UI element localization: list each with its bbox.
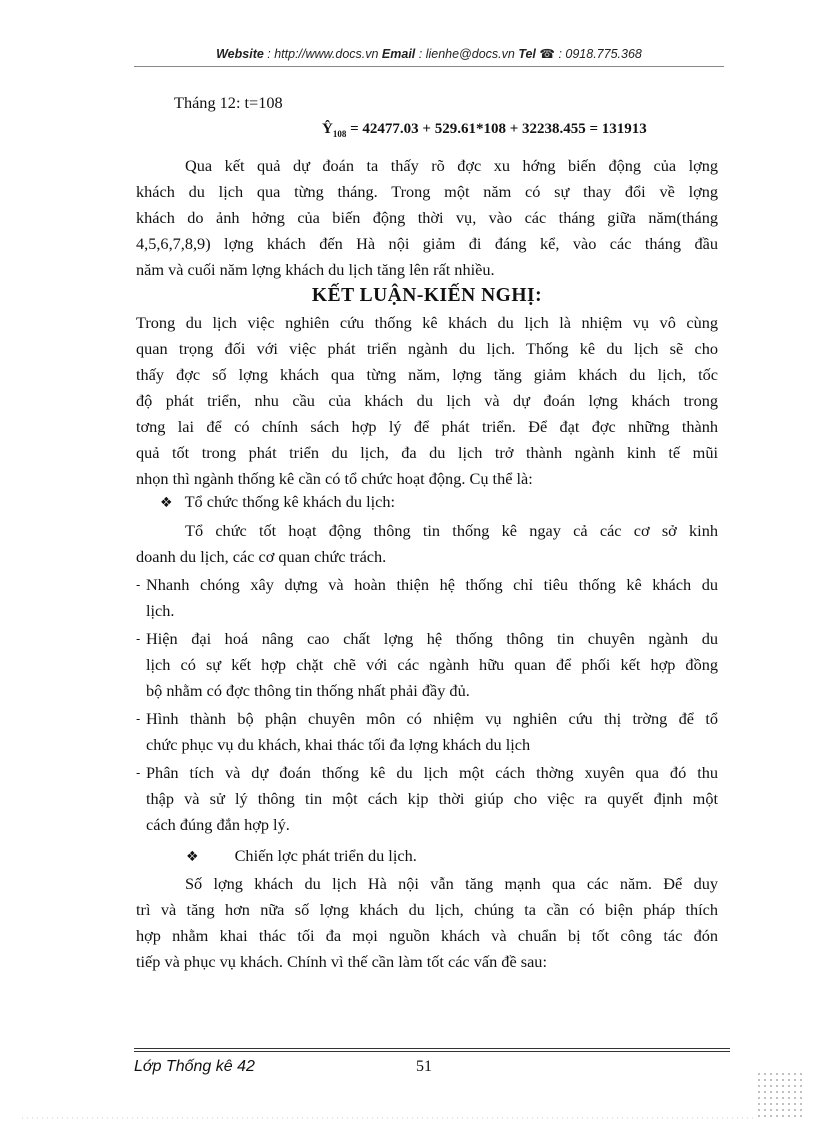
page-header (134, 46, 724, 61)
text-line: lịch. (146, 601, 175, 620)
paragraph-organization (136, 518, 718, 570)
phone-icon: ☎ (539, 47, 555, 61)
tel-value: : 0918.775.368 (554, 47, 642, 61)
text-line: quả tốt trong phát triển du lịch, đa du lịch trở thành ngành kinh tế mũi (136, 443, 718, 462)
formula-subscript: 108 (332, 129, 347, 139)
text-line: Phân tích và dự đoán thống kê du lịch một cách thờng xuyên qua đó thu (146, 763, 718, 782)
text-line: trì và tăng hơn nữa số lợng khách du lịch, chúng ta cần có biện pháp thích (136, 900, 718, 919)
text-line: 4,5,6,7,8,9) lợng khách đến Hà nội giảm đi đáng kể, vào các tháng đầu (136, 234, 718, 253)
list-item (136, 572, 718, 624)
paragraph-strategy (136, 871, 718, 975)
text-line: Số lợng khách du lịch Hà nội vẫn tăng mạnh qua các năm. Để duy (185, 874, 718, 893)
text-line: nhọn thì ngành thống kê cần có tổ chức hoạt động. Cụ thể là: (136, 469, 533, 488)
text-line: độ phát triển, nhu cầu của khách du lịch và dự đoán lợng khách trong (136, 391, 718, 410)
bullet-heading-label: Tổ chức thống kê khách du lịch: (184, 492, 396, 511)
formula-symbol: Ŷ (322, 121, 333, 137)
list-item (136, 626, 718, 704)
formula-rhs: = 42477.03 + 529.61*108 + 32238.455 = 131913 (346, 121, 647, 137)
section-title: KẾT LUẬN-KIẾN NGHỊ: (311, 285, 543, 306)
text-line: quan trọng đối với việc phát triển ngành du lịch. Thống kê du lịch sẽ cho (136, 339, 718, 358)
dash-list (136, 572, 718, 838)
footer-divider (134, 1048, 730, 1049)
dash-bullet-icon: - (136, 578, 141, 592)
footer-class-name: Lớp Thống kê 42 (134, 1058, 255, 1075)
text-line: khách do ảnh hởng của biến động thời vụ, vào các tháng giữa năm(tháng (136, 208, 718, 227)
website-label: Website (216, 47, 264, 61)
dash-bullet-icon: - (136, 712, 141, 726)
page-number: 51 (416, 1058, 432, 1075)
list-item (136, 706, 718, 758)
footer-divider (134, 1051, 730, 1052)
header-divider (134, 66, 724, 67)
text-line: thấy đợc số lợng khách qua từng năm, lợng tăng giảm khách du lịch, tốc (136, 365, 718, 384)
month-line: Tháng 12: t=108 (174, 93, 283, 112)
bullet-heading-1 (160, 492, 395, 512)
text-line: thập và sử lý thông tin một cách kịp thời giúp cho việc ra quyết định một (146, 789, 718, 808)
bullet-heading-label: Chiến lợc phát triển du lịch. (234, 846, 417, 865)
decorative-dot-pattern (756, 1071, 802, 1117)
text-line: chức phục vụ du khách, khai thác tối đa lợng khách du lịch (146, 735, 531, 754)
bullet-heading-2 (186, 846, 417, 866)
text-line: Hiện đại hoá nâng cao chất lợng hệ thống thông tin chuyên ngành du (146, 629, 718, 648)
text-line: cách đúng đắn hợp lý. (146, 815, 290, 834)
text-line: tơng lai để có chính sách hợp lý để phát triển. Để đạt đợc những thành (136, 417, 718, 436)
diamond-bullet-icon: ❖ (186, 849, 199, 865)
forecast-formula (322, 121, 647, 139)
text-line: Qua kết quả dự đoán ta thấy rõ đợc xu hớng biến động của lợng (185, 156, 718, 175)
email-value: : lienhe@docs.vn (415, 47, 519, 61)
text-line: năm và cuối năm lợng khách du lịch tăng lên rất nhiều. (136, 260, 495, 279)
tel-label: Tel (518, 47, 536, 61)
text-line: tiếp và phục vụ khách. Chính vì thế cần làm tốt các vấn đề sau: (136, 952, 547, 971)
dash-bullet-icon: - (136, 766, 141, 780)
paragraph-intro (136, 310, 718, 492)
email-label: Email (381, 47, 416, 61)
text-line: Nhanh chóng xây dựng và hoàn thiện hệ thống chỉ tiêu thống kê khách du (146, 575, 718, 594)
website-value: : http://www.docs.vn (263, 47, 382, 61)
list-item (136, 760, 718, 838)
text-line: lịch có sự kết hợp chặt chẽ với các ngành hữu quan để phối kết hợp đồng (146, 655, 718, 674)
text-line: Trong du lịch việc nghiên cứu thống kê khách du lịch là nhiệm vụ vô cùng (136, 313, 718, 332)
paragraph-forecast-summary (136, 153, 718, 283)
text-line: khách du lịch qua từng tháng. Trong một năm có sự thay đổi về lợng (136, 182, 718, 201)
decorative-dotted-line (20, 1117, 756, 1119)
text-line: hợp nhằm khai thác tối đa mọi nguồn khách và chuẩn bị tốt công tác đón (136, 926, 718, 945)
text-line: Hình thành bộ phận chuyên môn có nhiệm vụ nghiên cứu thị trờng để tổ (146, 709, 718, 728)
diamond-bullet-icon: ❖ (160, 495, 173, 511)
text-line: doanh du lịch, các cơ quan chức trách. (136, 547, 387, 566)
dash-bullet-icon: - (136, 632, 141, 646)
text-line: bộ nhằm có đợc thông tin thống nhất phải đầy đủ. (146, 681, 470, 700)
text-line: Tổ chức tốt hoạt động thông tin thống kê ngay cả các cơ sở kinh (185, 521, 718, 540)
